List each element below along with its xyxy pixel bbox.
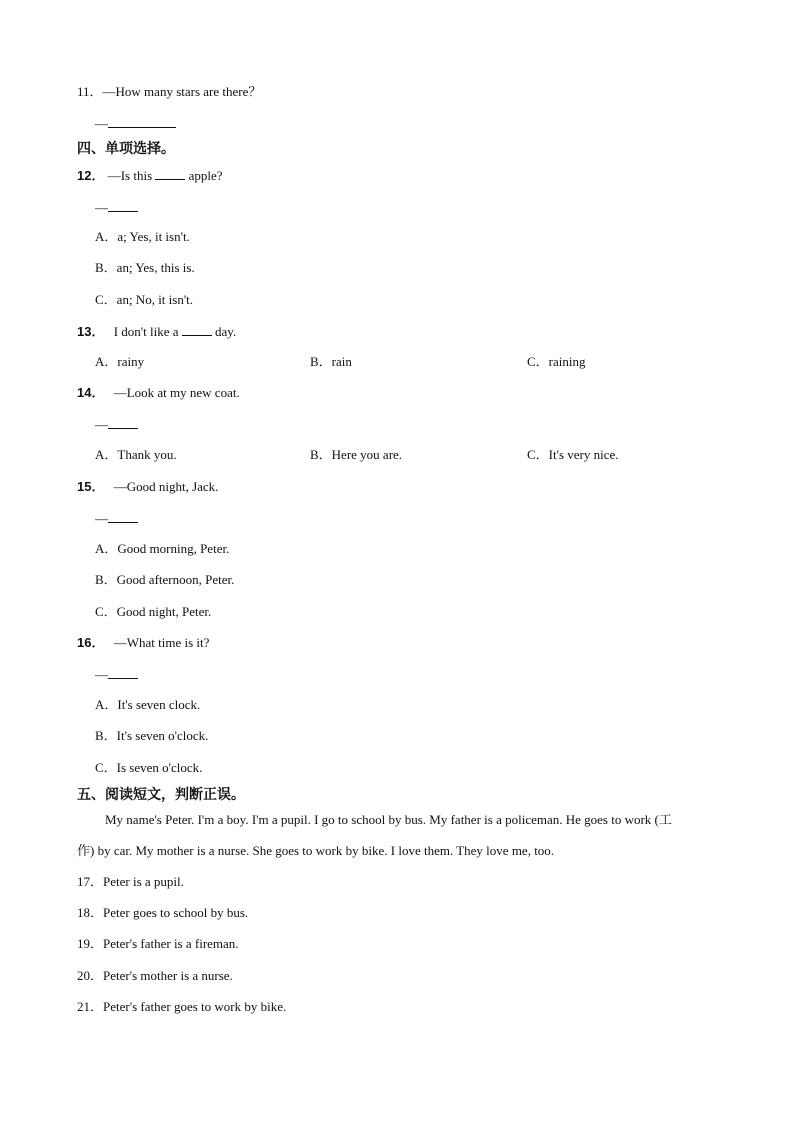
question-number: 16． [77, 635, 105, 650]
statement-number: 20． [77, 968, 104, 983]
statement-21 [77, 999, 286, 1015]
answer-line-15 [95, 510, 138, 527]
passage-line-1: My name's Peter. I'm a boy. I'm a pupil. I go to school by bus. My father is a policeman. He goes to work (工 [105, 812, 672, 827]
statement-number: 21． [77, 999, 104, 1014]
statement-number: 19． [77, 936, 104, 951]
question-12 [77, 167, 223, 184]
answer-line-11 [95, 115, 176, 132]
answer-blank[interactable] [108, 666, 138, 679]
statement-text: Peter is a pupil. [103, 874, 184, 889]
question-text-part2: apple? [188, 168, 223, 183]
fill-blank[interactable] [182, 323, 212, 336]
question-number: 11． [77, 84, 103, 99]
statement-18 [77, 905, 248, 921]
question-16 [77, 635, 209, 651]
option-a[interactable]: A．rainy [95, 354, 145, 369]
answer-dash: — [95, 200, 108, 215]
statement-number: 18． [77, 905, 104, 920]
question-text-part1: I don't like a [113, 324, 179, 339]
answer-dash: — [95, 417, 108, 432]
statement-20 [77, 968, 233, 984]
question-15 [77, 479, 218, 495]
question-14 [77, 385, 240, 401]
question-text-part2: day. [215, 324, 237, 339]
statement-text: Peter goes to school by bus. [103, 905, 249, 920]
question-number: 15． [77, 479, 105, 494]
section-5-title: 五、阅读短文，判断正误。 [77, 786, 245, 802]
option-b[interactable]: B．It's seven o'clock. [95, 728, 209, 743]
question-11 [77, 84, 261, 100]
option-b[interactable]: B．rain [310, 354, 352, 369]
answer-dash: — [95, 667, 108, 682]
answer-line-16 [95, 666, 138, 683]
question-text: —What time is it? [113, 635, 210, 650]
answer-dash: — [95, 511, 108, 526]
question-number: 12． [77, 168, 105, 183]
option-a[interactable]: A．It's seven clock. [95, 697, 201, 712]
option-b[interactable]: B．Good afternoon, Peter. [95, 572, 235, 587]
answer-blank[interactable] [108, 199, 138, 212]
statement-17 [77, 874, 184, 890]
section-4-title: 四、单项选择。 [77, 140, 175, 156]
option-a[interactable]: A．Thank you. [95, 447, 177, 462]
answer-blank[interactable] [108, 416, 138, 429]
option-b[interactable]: B．an; Yes, this is. [95, 260, 195, 275]
option-c[interactable]: C．It's very nice. [527, 447, 619, 462]
question-text: —Look at my new coat. [113, 385, 240, 400]
question-number: 14． [77, 385, 105, 400]
option-a[interactable]: A．a; Yes, it isn't. [95, 229, 190, 244]
answer-blank[interactable] [108, 510, 138, 523]
statement-number: 17． [77, 874, 104, 889]
question-number: 13． [77, 324, 105, 339]
answer-line-14 [95, 416, 138, 433]
option-b[interactable]: B．Here you are. [310, 447, 403, 462]
question-13 [77, 323, 236, 340]
option-c[interactable]: C．Is seven o'clock. [95, 760, 203, 775]
option-a[interactable]: A．Good morning, Peter. [95, 541, 230, 556]
statement-text: Peter's mother is a nurse. [103, 968, 233, 983]
answer-line-12 [95, 199, 138, 216]
question-text: —How many stars are there？ [102, 84, 262, 99]
option-c[interactable]: C．Good night, Peter. [95, 604, 212, 619]
statement-19 [77, 936, 239, 952]
statement-text: Peter's father goes to work by bike. [103, 999, 287, 1014]
answer-blank[interactable] [108, 115, 176, 128]
answer-dash: — [95, 116, 108, 131]
question-text-part1: —Is this [107, 168, 153, 183]
passage-line-2: 作) by car. My mother is a nurse. She goes to work by bike. I love them. They love me, too. [77, 843, 555, 858]
option-c[interactable]: C．an; No, it isn't. [95, 292, 194, 307]
statement-text: Peter's father is a fireman. [103, 936, 239, 951]
fill-blank[interactable] [155, 167, 185, 180]
question-text: —Good night, Jack. [113, 479, 219, 494]
option-c[interactable]: C．raining [527, 354, 586, 369]
